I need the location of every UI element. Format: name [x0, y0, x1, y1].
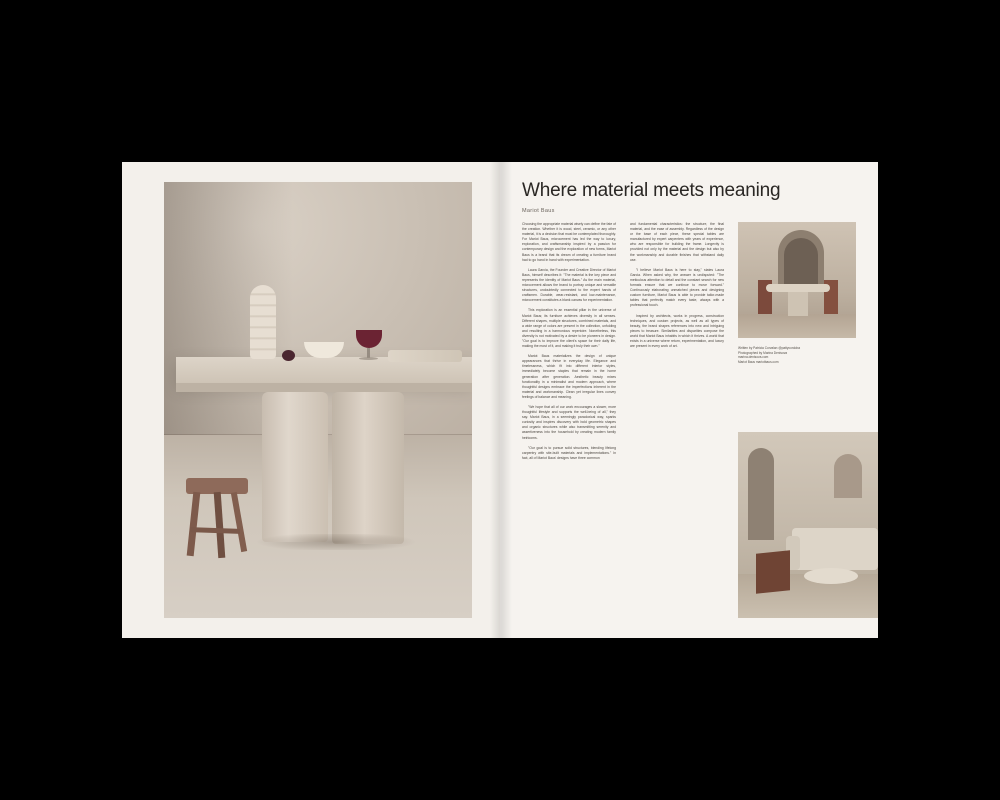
ptr-arch-inner [784, 238, 818, 288]
photo-credits [738, 346, 856, 364]
article-column-2 [630, 222, 724, 354]
paragraph: Choosing the appropriate material wisely can define the fate of the creation. Whether it is wood, steel, ceramic, or any other material, it is a decision that must be contemplated thoroughly. For Mariot Baus, microcement has led the way to luxury, exploration, and craftsmanship inspired by a passion for contemporary design and the exploration of new forms, Mariot Baus is a brand that its dream of creating a furniture brand had to go hand in hand with experimentation. [522, 222, 616, 262]
hero-table-leg-left [262, 392, 328, 542]
pbr-round-coffee-table [804, 568, 858, 584]
photo-living-room [738, 432, 878, 618]
credit-line: marina.denisova.com [738, 355, 769, 360]
hero-table-edge [176, 383, 472, 392]
page-title: Where material meets meaning [522, 180, 781, 201]
pbr-wall-niche [834, 454, 862, 498]
credit-line: Mariot Baus mariotbaus.com [738, 359, 779, 364]
paragraph: "We hope that all of our work encourages a slower, more thoughtful lifestyle and supports the well-being of all," they say. Mariot Baus, in a seemingly paradoxical way, sparks curiosity and inspires discovery with bold geometric shapes and organic structures while also transmitting serenity and assertiveness into the household by creating modern family heirlooms. [522, 405, 616, 440]
article-columns [522, 222, 856, 618]
ptr-table-pedestal [788, 292, 808, 316]
hero-table-shadow [256, 534, 416, 550]
paragraph: and fundamental characteristics: the structure, the final material, and the ease of assembly. Regardless of the design or the base of each piece, these special tables are manufactured by expert carpenters with years of experience, who are responsible for building the frame. Longevity is provided not only by the material and the design but also by the workmanship and durable finishes that withstand daily use. [630, 222, 724, 262]
photo-arched-alcove-dining-room [738, 222, 856, 338]
magazine-spread [122, 162, 878, 638]
paragraph: Inspired by architects, works in progress, construction techniques, and custom projects, as well as all types of beauty, the brand shapes references into new and intriguing pieces to treasure. Similarities and disparities compose the world that Mariot Baus inhabits in which it thrives. A world that exists in a universe where return, experimentation, and luxury are present in every work of art. [630, 313, 724, 349]
ptr-round-table-top [766, 284, 830, 292]
hero-photo [164, 182, 472, 618]
paragraph: "Our goal is to pursue solid structures, blending lifelong carpentry with site-built materials and implementations." In fact, all of Mariot Baus' designs have three common [522, 445, 616, 460]
page-left [122, 162, 500, 638]
ptr-floor [738, 314, 856, 338]
column-2-body [630, 222, 724, 349]
column-1-body [522, 222, 616, 461]
credit-line: Photographed by Marina Denisova [738, 350, 788, 355]
paragraph: Laura Garcia, the Founder and Creative Director of Mariot Baus, himself describes it: "The material is the key piece and represents the identity of Mariot Baus." As the main material, microcement allows the brand to portray unique and versatile structures, undoubtedly connected to the expert hands of craftsmen. Durable, wear-resistant, and low-maintenance, microcement constitutes a blank canvas for experimentation. [522, 267, 616, 303]
paragraph: Mariot Baus materializes the design of unique appearances that thrive in everyday life. Elegance and timelessness, which fit into different interior styles, immediately become staples that remain in the home generation after generation. Aesthetic beauty mixes functionality in a minimalist and modern approach, where thoughtful designs embrace the imperfections inherent in the material and workmanship. Clean yet irregular lines convey feelings of balance and meaning. [522, 354, 616, 399]
pbr-lounge-chair [756, 550, 790, 594]
page-right [500, 162, 878, 638]
pbr-arched-doorway [748, 448, 774, 540]
hero-ribbed-vase [250, 285, 276, 359]
byline: Mariot Baus [522, 208, 555, 214]
article-column-1 [522, 222, 616, 466]
paragraph: This exploration is an essential pillar in the universe of Mariot Baus; its furniture achieves diversity in all senses. Different shapes, multiple structures, combined materials, and a wide range of colors are present in the collection, unfolding and resulting in a harmonious repertoire. Nonetheless, this diversity is not motivated by a desire to be pioneers in design. "Our goal is to improve the client's space for their daily life, making the most of it, and making it truly their own." [522, 308, 616, 349]
hero-wine-glass-foot [359, 357, 378, 360]
credit-line: Written by Patricia Corvalan @pattycordoba [738, 346, 800, 350]
pbr-sofa [792, 528, 878, 570]
hero-linen-cloth [388, 350, 462, 362]
hero-table-leg-right [332, 392, 404, 544]
paragraph: "I believe Mariot Baus is here to stay," states Laura Garcia. When asked why, the answer is undisputed: "The meticulous attention to detail and the constant search for new formats ensure that we continue to move forward." Continuously elaborating unmatched pieces and designing custom furniture, Mariot Baus is able to provide tailor-made tables that perfectly match every taste, always with a professional touch. [630, 267, 724, 308]
hero-fig-fruit [282, 350, 295, 361]
